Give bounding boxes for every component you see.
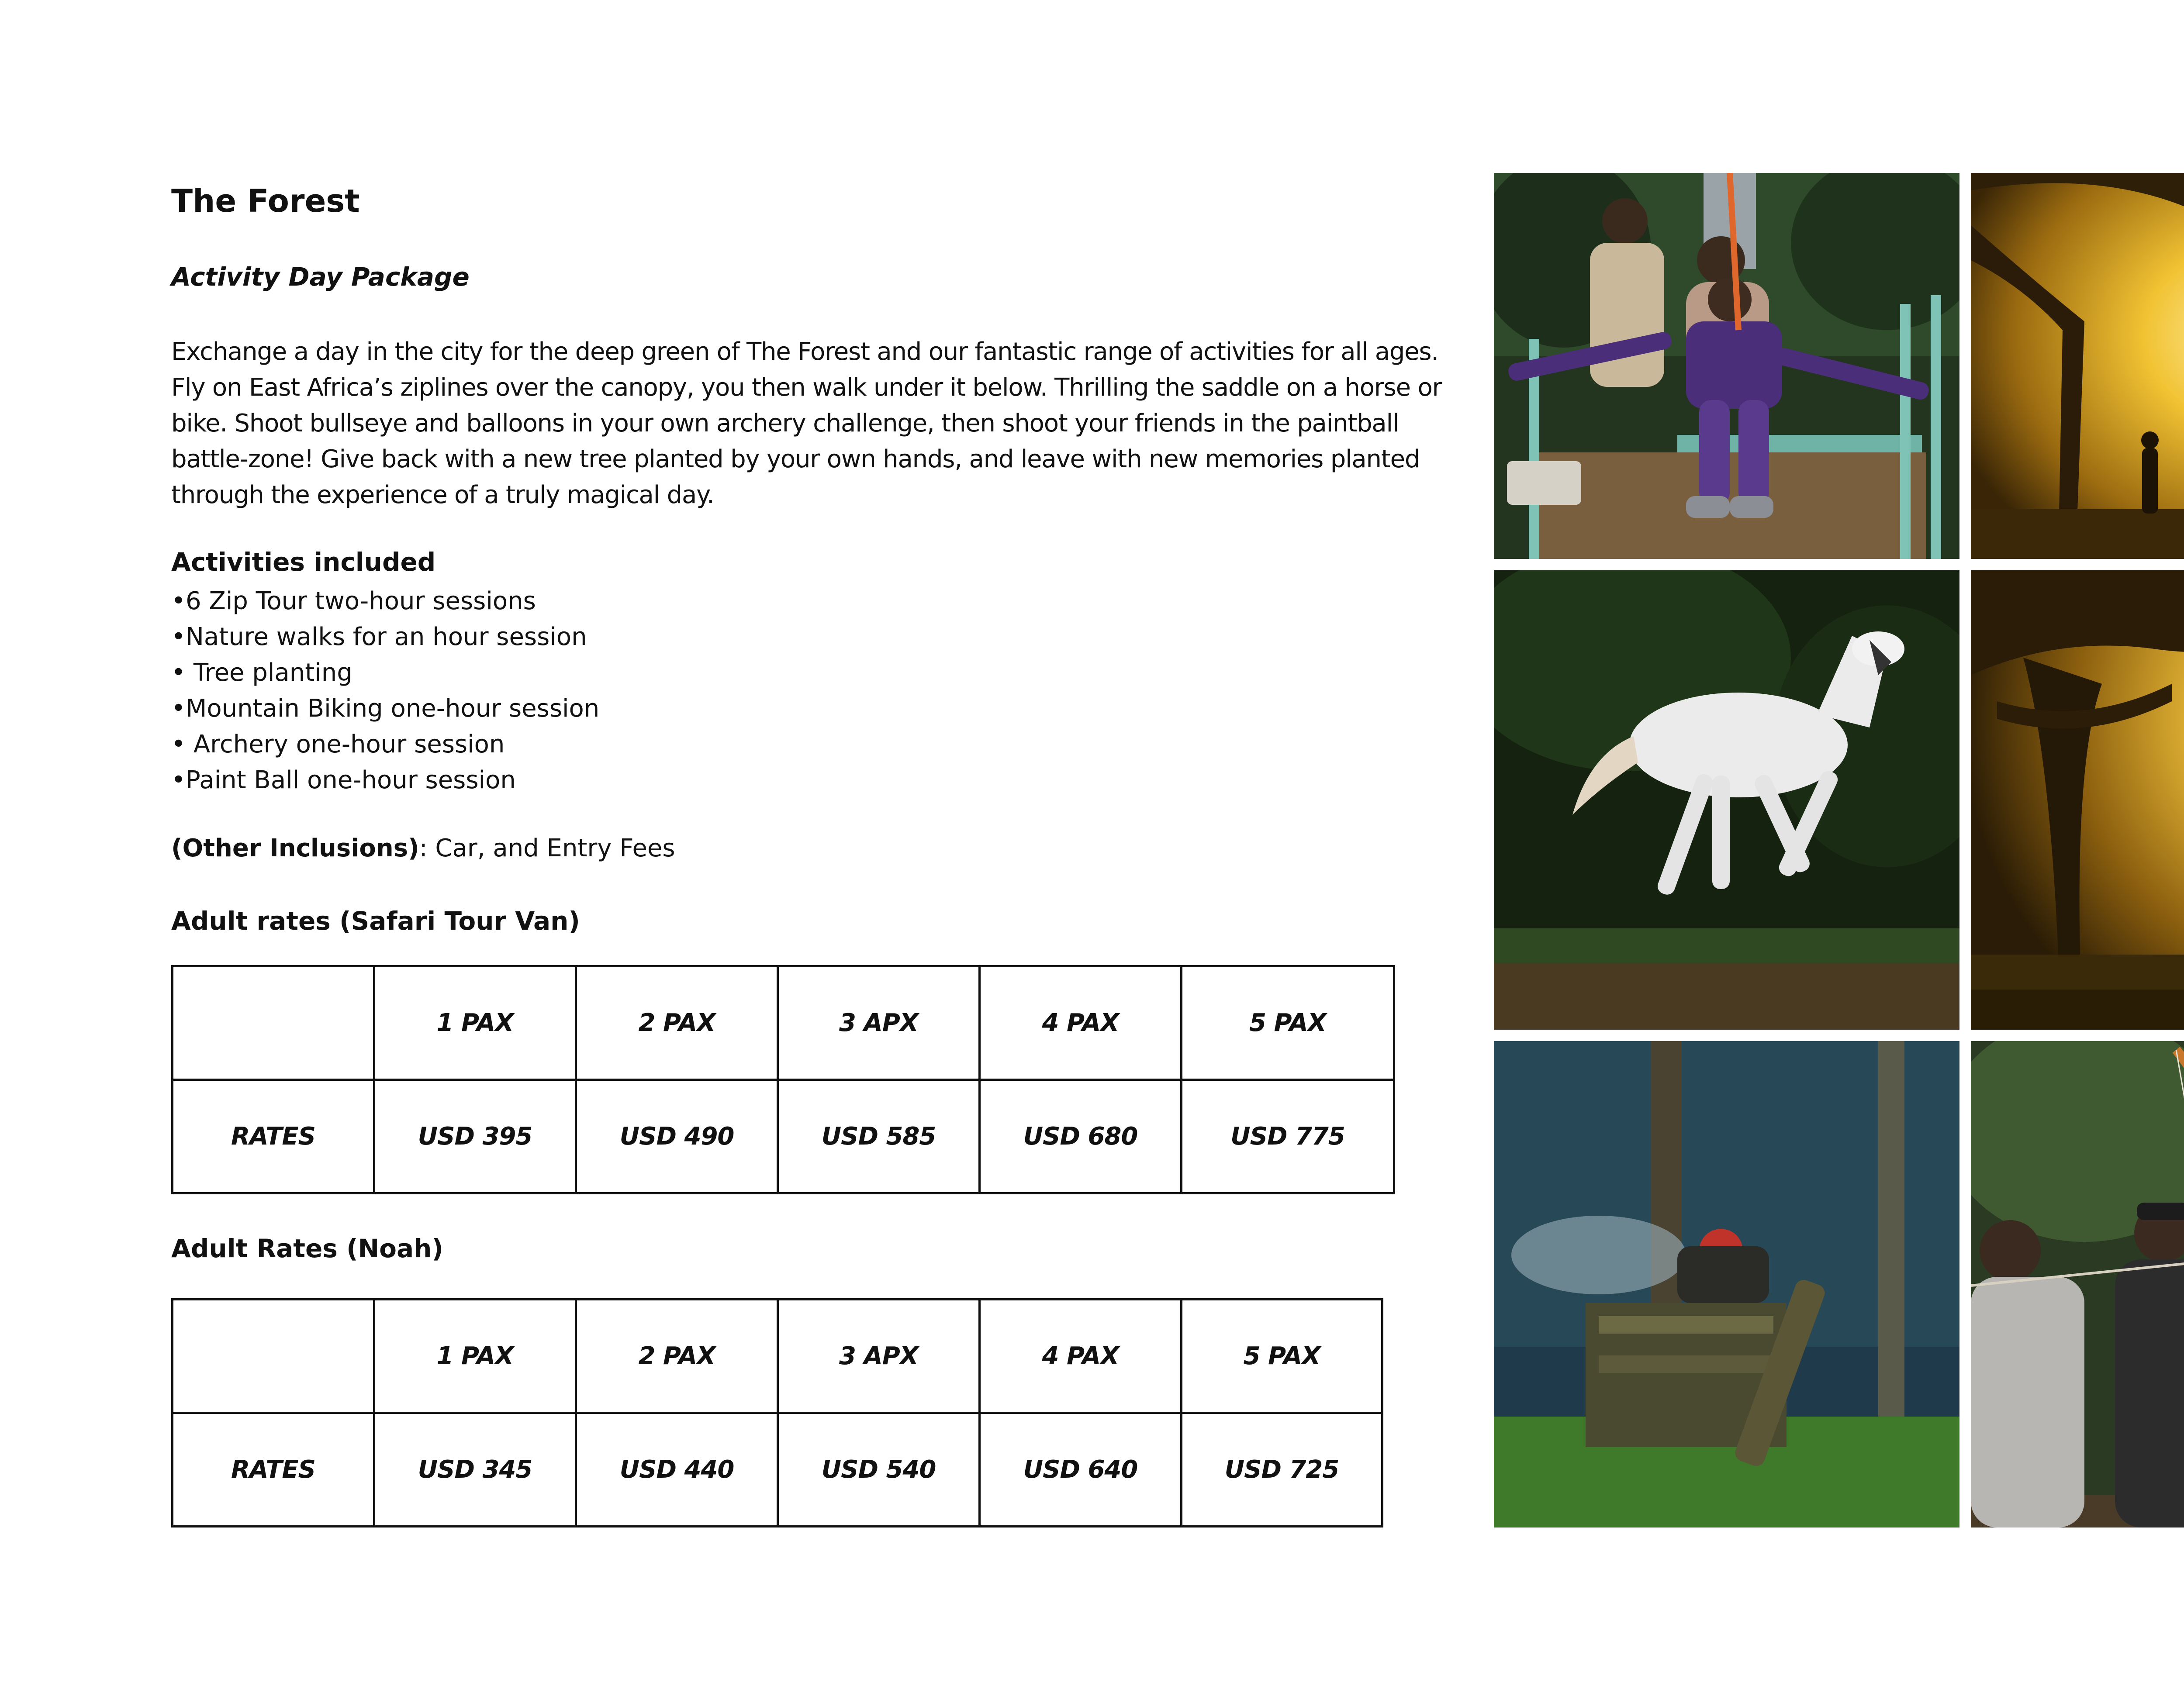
white-horse-photo	[1494, 570, 1959, 1030]
other-inclusions-label: (Other Inclusions)	[171, 834, 419, 862]
list-item: •Paint Ball one-hour session	[171, 766, 516, 794]
safari-van-rates-table	[171, 965, 1395, 1194]
table-cell: USD 345	[374, 1413, 576, 1527]
table-header-cell: 3 APX	[778, 1300, 980, 1413]
table-cell: USD 440	[576, 1413, 778, 1527]
table-header-cell: 4 PAX	[980, 966, 1182, 1080]
archery-photo	[1971, 1041, 2184, 1527]
table-header-cell: 5 PAX	[1182, 966, 1394, 1080]
table-cell: RATES	[173, 1080, 374, 1193]
paintball-photo	[1494, 1041, 1959, 1527]
safari-van-rates-heading: Adult rates (Safari Tour Van)	[171, 906, 580, 936]
table-header-cell	[173, 1300, 374, 1413]
table-cell: USD 585	[778, 1080, 980, 1193]
table-cell: USD 640	[980, 1413, 1182, 1527]
other-inclusions	[171, 834, 675, 862]
table-header-cell: 2 PAX	[576, 1300, 778, 1413]
table-header-cell: 1 PAX	[374, 966, 576, 1080]
table-header-cell: 2 PAX	[576, 966, 778, 1080]
table-header-cell: 1 PAX	[374, 1300, 576, 1413]
noah-rates-heading: Adult Rates (Noah)	[171, 1234, 443, 1263]
activities-list	[171, 583, 599, 798]
other-inclusions-text: : Car, and Entry Fees	[419, 834, 675, 862]
table-cell: RATES	[173, 1413, 374, 1527]
list-item: •Nature walks for an hour session	[171, 623, 587, 651]
list-item: •Mountain Biking one-hour session	[171, 694, 600, 723]
table-header-cell: 4 PAX	[980, 1300, 1182, 1413]
table-cell: USD 540	[778, 1413, 980, 1527]
table-header-cell: 5 PAX	[1182, 1300, 1382, 1413]
page-title: The Forest	[171, 183, 360, 219]
table-row	[173, 1413, 1382, 1527]
list-item: • Archery one-hour session	[171, 730, 505, 759]
table-row	[173, 1300, 1382, 1413]
table-cell: USD 395	[374, 1080, 576, 1193]
table-cell: USD 725	[1182, 1413, 1382, 1527]
noah-rates-table	[171, 1298, 1383, 1527]
table-header-cell: 3 APX	[778, 966, 980, 1080]
table-cell: USD 775	[1182, 1080, 1394, 1193]
table-cell: USD 490	[576, 1080, 778, 1193]
list-item: • Tree planting	[171, 659, 352, 687]
description-paragraph: Exchange a day in the city for the deep green of The Forest and our fantastic range of activities for all ages. Fly on East Africa’s ziplines over the canopy, you then walk under it below. Thrilling the saddle on a horse or bike. Shoot bullseye and balloons in your own archery challenge, then shoot your friends in the paintball battle-zone! Give back with a new tree planted by your own hands, and leave with new memories planted through the experience of a truly magical day.	[171, 338, 1442, 509]
table-row	[173, 966, 1394, 1080]
table-header-cell	[173, 966, 374, 1080]
sunset-walkers-photo	[1971, 173, 2184, 559]
list-item: •6 Zip Tour two-hour sessions	[171, 587, 536, 615]
zipline-photo	[1494, 173, 1959, 559]
package-subtitle: Activity Day Package	[171, 262, 470, 292]
activities-heading: Activities included	[171, 547, 436, 577]
sunset-trees-photo	[1971, 570, 2184, 1030]
table-cell: USD 680	[980, 1080, 1182, 1193]
table-row	[173, 1080, 1394, 1193]
